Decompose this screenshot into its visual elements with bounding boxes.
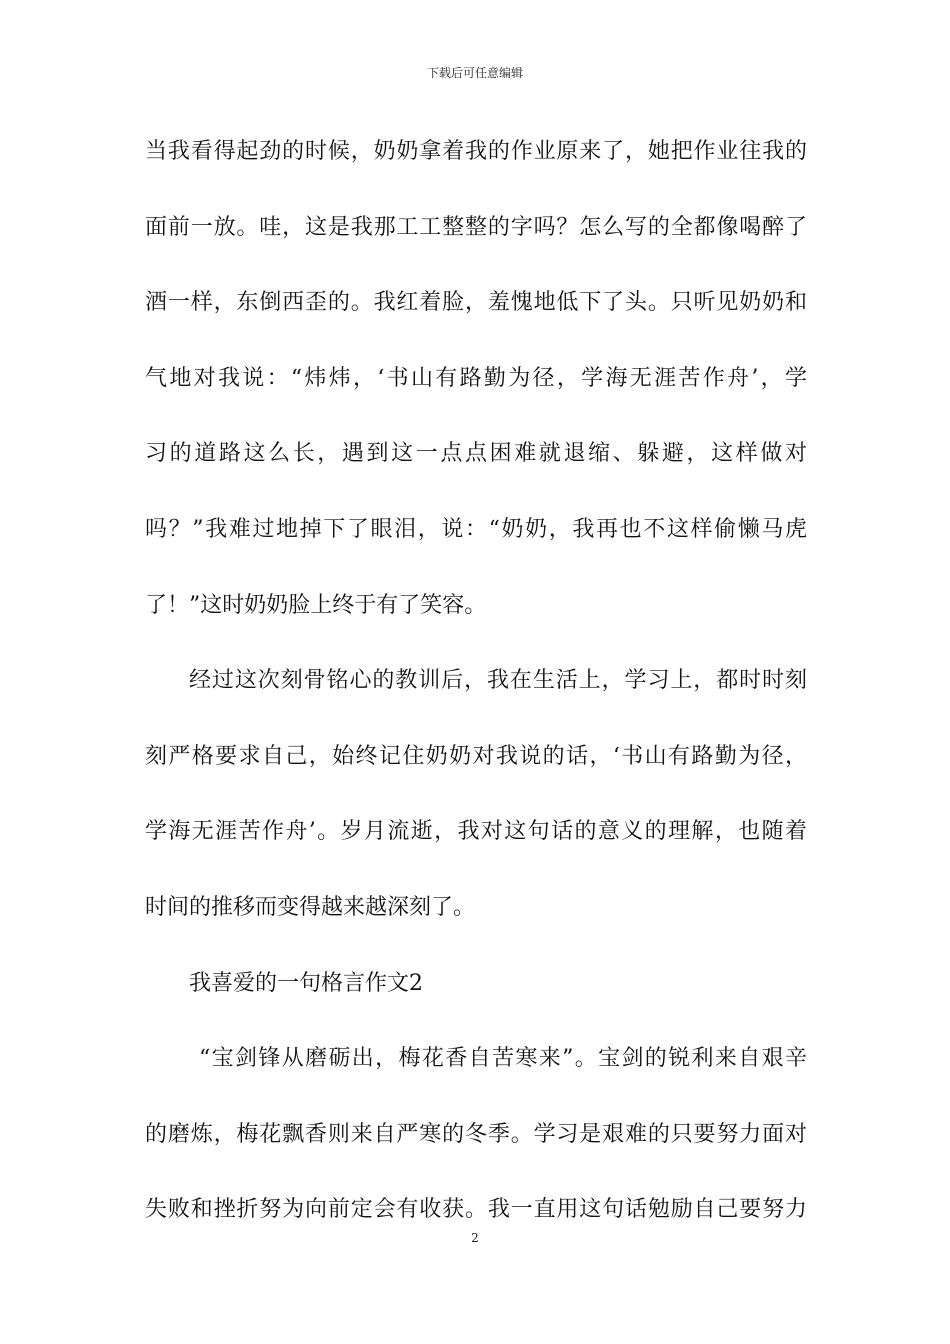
document-body	[145, 128, 807, 1262]
text-line: 学海无涯苦作舟’。岁月流逝，我对这句话的意义的理解，也随着	[145, 819, 807, 845]
text-line: 当我看得起劲的时候，奶奶拿着我的作业原来了，她把作业往我的	[145, 139, 807, 164]
text-line: 气地对我说：“炜炜，‘书山有路勤为径，学海无涯苦作舟’，学	[145, 365, 807, 391]
paragraph-first-line: 经过这次刻骨铭心的教训后，我在生活上，学习上，都时时刻	[189, 668, 807, 694]
text-line: 时间的推移而变得越来越深刻了。	[145, 894, 476, 920]
page-header: 下载后可任意编辑	[426, 66, 523, 80]
page-number: 2	[471, 1231, 479, 1245]
text-line: 失败和挫折努为向前定会有收获。我一直用这句话勉励自己要努力	[145, 1197, 807, 1223]
text-line: 的磨炼，梅花飘香则来自严寒的冬季。学习是艰难的只要努力面对	[145, 1121, 807, 1147]
paragraph-first-line: “宝剑锋从磨砺出，梅花香自苦寒来”。宝剑的锐利来自艰辛	[199, 1046, 807, 1072]
text-line: 面前一放。哇，这是我那工工整整的字吗？怎么写的全都像喝醉了	[145, 214, 807, 240]
text-line: 习的道路这么长，遇到这一点点困难就退缩、躲避，这样做对	[145, 441, 807, 467]
text-line: 刻严格要求自己，始终记住奶奶对我说的话，‘书山有路勤为径，	[145, 743, 807, 769]
text-line: 了！”这时奶奶脸上终于有了笑容。	[145, 592, 487, 618]
essay-heading: 我喜爱的一句格言作文2	[189, 970, 423, 996]
text-line: 吗？”我难过地掉下了眼泪，说：“奶奶，我再也不这样偷懒马虎	[145, 516, 807, 542]
text-line: 酒一样，东倒西歪的。我红着脸，羞愧地低下了头。只听见奶奶和	[145, 290, 807, 316]
